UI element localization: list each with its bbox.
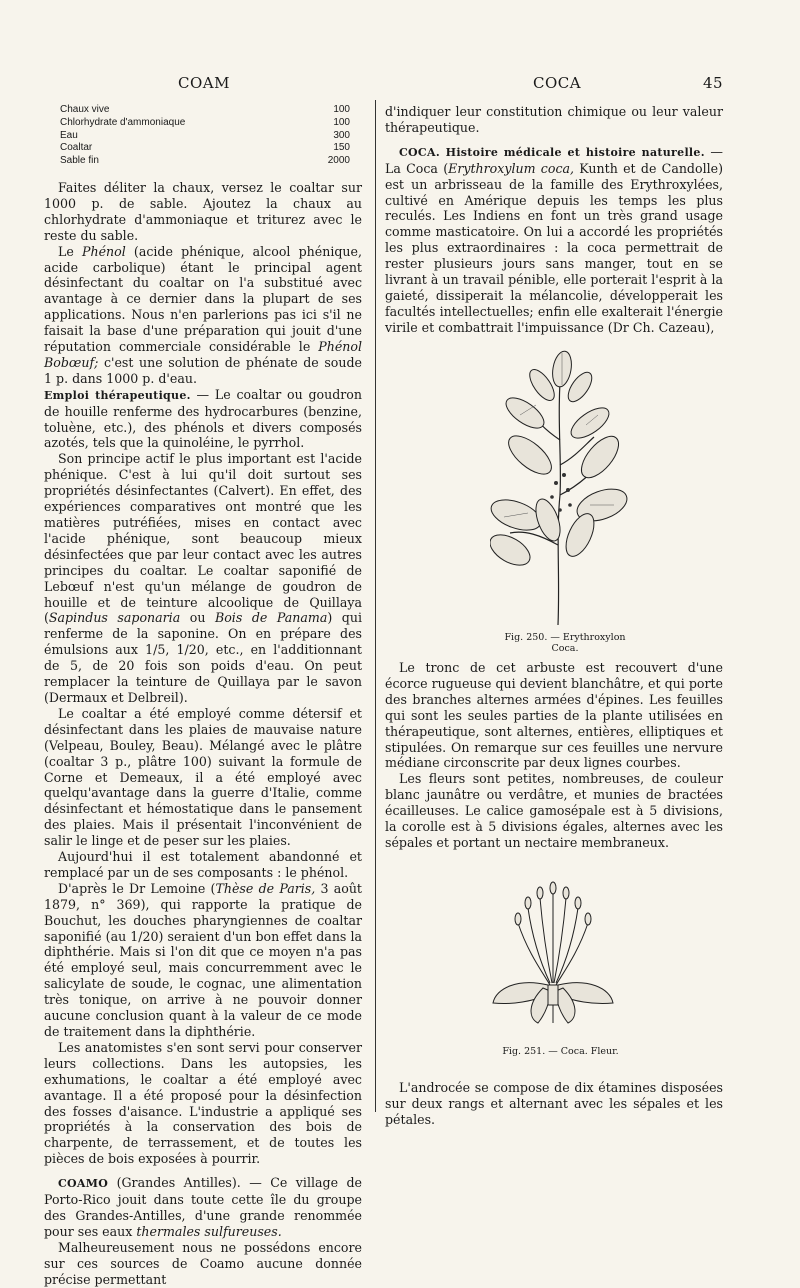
paragraph: Emploi thérapeutique. — Le coaltar ou goudron de houille renferme des hydrocarbures (benzine, toluène, etc.), des phénols et divers composés azotés, tels que la quinoléine, le pyrrhol. <box>44 386 362 451</box>
figure-caption: Fig. 250. — Erythroxylon Coca. <box>504 632 626 654</box>
recipe-quantity: 300 <box>333 129 350 141</box>
paragraph: Malheureusement nous ne possédons encore sur ces sources de Coamo aucune donnée précise permettant <box>44 1239 362 1287</box>
paragraph: Aujourd'hui il est totalement abandonné et remplacé par un de ses composants : le phénol. <box>44 849 362 880</box>
paragraph: Le Phénol (acide phénique, alcool phénique, acide carbolique) étant le principal agent désinfectant du coaltar on l'a substitué avec avantage à ce dernier dans la plupart de ses applications. Nous n'en parlerions pas ici s'il ne faisait la base d'une préparation qui jouit d'une réputation commerciale considérable le Phénol Bobœuf; c'est une solution de phénate de soude 1 p. dans 1000 p. d'eau. <box>44 243 362 386</box>
recipe-quantity: 2000 <box>327 155 350 167</box>
recipe-table <box>60 104 350 168</box>
figure-caption: Fig. 251. — Coca. Fleur. <box>502 1046 619 1057</box>
page-number: 45 <box>703 74 724 92</box>
paragraph: D'après le Dr Lemoine (Thèse de Paris, 3 août 1879, n° 369), qui rapporte la pratique de Bouchut, les douches pharyngiennes de coaltar saponifié (au 1/20) seraient d'un bon effet dans la diphthérie. Mais si l'on dit que ce moyen n'a pas été employé seul, mais concurremment avec le salicylate de soude, le cognac, une alimentation très tonique, on arrive à ne pouvoir donner aucune conclusion quant à la valeur de ce mode de traitement dans la diphthérie. <box>44 880 362 1040</box>
running-head-left: COAM <box>178 74 230 92</box>
entry-heading: COCA. Histoire médicale et histoire naturelle. <box>399 145 705 159</box>
paragraph: COAMO (Grandes Antilles). — Ce village de Porto-Rico jouit dans toute cette île du groupe des Grandes-Antilles, d'une grande renommée pour ses eaux thermales sulfureuses. <box>44 1175 362 1239</box>
entry-heading: COAMO <box>58 1177 109 1191</box>
running-head-center: COCA <box>533 74 582 92</box>
paragraph: Les anatomistes s'en sont servi pour conserver leurs collections. Dans les autopsies, les exhumations, le coaltar a été employé avec avantage. Il a été proposé pour la désinfection des fosses d'aisance. L'industrie a appliqué ses propriétés à la conservation des bois de charpente, de terrassement, et de toutes les pièces de bois exposées à pourrir. <box>44 1039 362 1167</box>
recipe-row <box>60 104 350 117</box>
paragraph: L'androcée se compose de dix étamines disposées sur deux rangs et alternant avec les sépales et les pétales. <box>385 1080 723 1127</box>
recipe-ingredient: Chaux vive <box>60 104 110 115</box>
recipe-quantity: 100 <box>333 104 350 115</box>
paragraph: Les fleurs sont petites, nombreuses, de couleur blanc jaunâtre ou verdâtre, et munies de bractées écailleuses. Le calice gamosépale est à 5 divisions, la corolle est à 5 divisions égales, alternes avec les sépales et portant un nectaire membraneux. <box>385 771 723 850</box>
paragraph: Le coaltar a été employé comme détersif et désinfectant dans les plaies de mauvaise nature (Velpeau, Bouley, Beau). Mélangé avec le plâtre (coaltar 3 p., plâtre 100) suivant la formule de Corne et Demeaux, il a été employé avec quelqu'avantage dans la guerre d'Italie, comme désinfectant et hémostatique dans le pansement des plaies. Mais il présentait l'inconvénient de salir le linge et de peser sur les plaies. <box>44 705 362 849</box>
right-column-top <box>385 104 723 336</box>
coca-flower-illustration <box>488 873 618 1033</box>
paragraph: COCA. Histoire médicale et histoire naturelle. — La Coca (Erythroxylum coca, Kunth et de Candolle) est un arbrisseau de la famille des Erythroxylées, cultivé en Amérique depuis les temps les plus reculés. Les Indiens en font un très grand usage comme masticatoire. On lui a accordé les propriétés les plus extraordinaires : la coca permettrait de rester plusieurs jours sans manger, tout en se livrant à un travail pénible, elle porterait l'esprit à la gaieté, dissiperait la mélancolie, développerait les facultés intellectuelles; enfin elle exalterait l'énergie virile et combattrait l'impuissance (Dr Ch. Cazeau), <box>385 143 724 335</box>
recipe-ingredient: Coaltar <box>60 142 93 154</box>
left-column <box>44 104 362 1288</box>
recipe-ingredient: Eau <box>60 129 78 141</box>
paragraph: Faites déliter la chaux, versez le coaltar sur 1000 p. de sable. Ajoutez la chaux au chlorhydrate d'ammoniaque et triturez avec le reste du sable. <box>44 179 362 243</box>
recipe-row <box>60 155 350 168</box>
recipe-row <box>60 117 350 130</box>
section-heading: Emploi thérapeutique. <box>44 388 191 402</box>
recipe-ingredient: Sable fin <box>60 155 99 167</box>
paragraph: d'indiquer leur constitution chimique ou leur valeur thérapeutique. <box>385 104 723 135</box>
recipe-ingredient: Chlorhydrate d'ammoniaque <box>60 116 186 128</box>
paragraph: Le tronc de cet arbuste est recouvert d'une écorce rugueuse qui devient blanchâtre, et qui porte des branches alternes armées d'épines. Les feuilles qui sont les seules parties de la plante utilisées en thérapeutique, sont alternes, entières, elliptiques et stipulées. On remarque sur ces feuilles une nervure médiane circonscrite par deux lignes courbes. <box>385 660 723 771</box>
paragraph: Son principe actif le plus important est l'acide phénique. C'est à lui qu'il doit surtout ses propriétés désinfectantes (Calvert). En effet, des expériences comparatives ont montré que les matières putréfiées, mises en contact avec l'acide phénique, sont beaucoup mieux désinfectées que par leur contact avec les autres principes du coaltar. Le coaltar saponifié de Lebœuf n'est qu'un mélange de goudron de houille et de teinture alcoolique de Quillaya (Sapindus saponaria ou Bois de Panama) qui renferme de la saponine. On en prépare des émulsions aux 1/5, 1/20, etc., en l'additionnant de 5, de 20 fois son poids d'eau. On peut remplacer la teinture de Quillaya par le savon (Dermaux et Delbreil). <box>44 451 362 705</box>
coca-plant-illustration <box>490 345 630 630</box>
recipe-quantity: 150 <box>333 142 350 154</box>
right-column-middle <box>385 660 723 851</box>
recipe-row <box>60 142 350 155</box>
recipe-quantity: 100 <box>333 116 350 128</box>
column-divider <box>375 100 376 1112</box>
recipe-row <box>60 130 350 143</box>
right-column-bottom <box>385 1080 723 1128</box>
